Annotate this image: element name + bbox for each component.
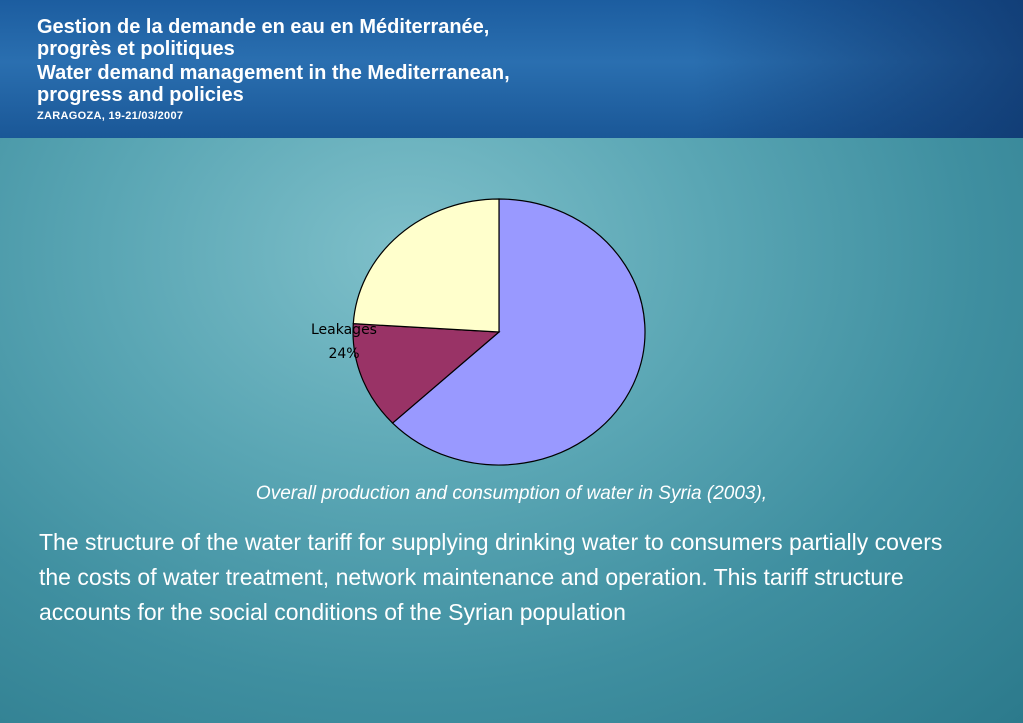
pie-chart (0, 138, 1023, 478)
chart-caption: Overall production and consumption of water in Syria (2003), (255, 483, 768, 504)
title-french-line-2: progrès et politiques (37, 38, 235, 60)
body-text: The structure of the water tariff for supplying drinking water to consumers partially covers the costs of water treatment, network maintenance and operation. This tariff structure accounts for the social conditions of the Syrian population (39, 529, 943, 625)
title-english-line-1: Water demand management in the Mediterranean, (37, 62, 510, 84)
slice-value-leakages: 24% (328, 346, 360, 362)
pie-slice-leakages (353, 199, 499, 332)
slice-label-leakages: Leakages (311, 322, 377, 338)
title-english (37, 62, 510, 106)
title-french-line-1: Gestion de la demande en eau en Méditerranée, (37, 16, 490, 38)
header-shade (693, 0, 1023, 138)
event-info: ZARAGOZA, 19-21/03/2007 (37, 110, 184, 122)
header-banner (0, 0, 1023, 138)
title-english-line-2: progress and policies (37, 84, 244, 106)
title-french (37, 16, 489, 60)
